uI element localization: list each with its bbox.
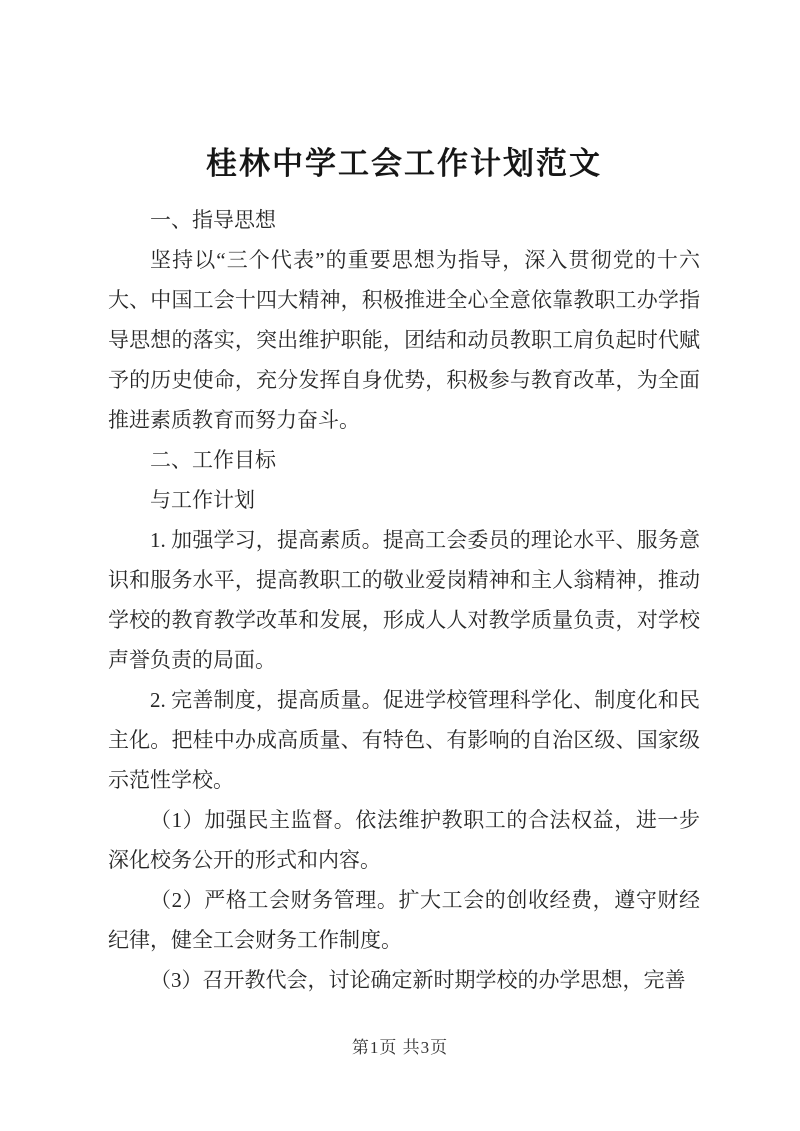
- paragraph-subitem-1-democratic-supervision: （1）加强民主监督。依法维护教职工的合法权益，进一步深化校务公开的形式和内容。: [108, 808, 700, 872]
- page-number-indicator: 第1页 共3页: [351, 1038, 449, 1057]
- document-title: 桂林中学工会工作计划范文: [206, 146, 602, 181]
- paragraph-item-2-improve-system: 2. 完善制度，提高质量。促进学校管理科学化、制度化和民主化。把桂中办成高质量、有特色、有影响的自治区级、国家级示范性学校。: [108, 688, 700, 792]
- paragraph-item-1-strengthen-learning: 1. 加强学习，提高素质。提高工会委员的理论水平、服务意识和服务水平，提高教职工的敬业爱岗精神和主人翁精神，推动学校的教育教学改革和发展，形成人人对教学质量负责，对学校声誉负责的局面。: [108, 528, 700, 672]
- section-heading-work-goals: 二、工作目标: [150, 448, 276, 472]
- section-heading-work-plan: 与工作计划: [150, 488, 255, 512]
- paragraph-guiding-ideology-body: 坚持以“三个代表”的重要思想为指导，深入贯彻党的十六大、中国工会十四大精神，积极推进全心全意依靠教职工办学指导思想的落实，突出维护职能，团结和动员教职工肩负起时代赋予的历史使命，充分发挥自身优势，积极参与教育改革，为全面推进素质教育而努力奋斗。: [108, 248, 700, 432]
- section-heading-guiding-ideology: 一、指导思想: [150, 208, 276, 232]
- paragraph-subitem-2-financial-management: （2）严格工会财务管理。扩大工会的创收经费，遵守财经纪律，健全工会财务工作制度。: [108, 888, 700, 952]
- paragraph-subitem-3-staff-congress: （3）召开教代会，讨论确定新时期学校的办学思想，完善: [150, 968, 686, 992]
- page-footer: [0, 1036, 800, 1060]
- document-content: [108, 142, 700, 1000]
